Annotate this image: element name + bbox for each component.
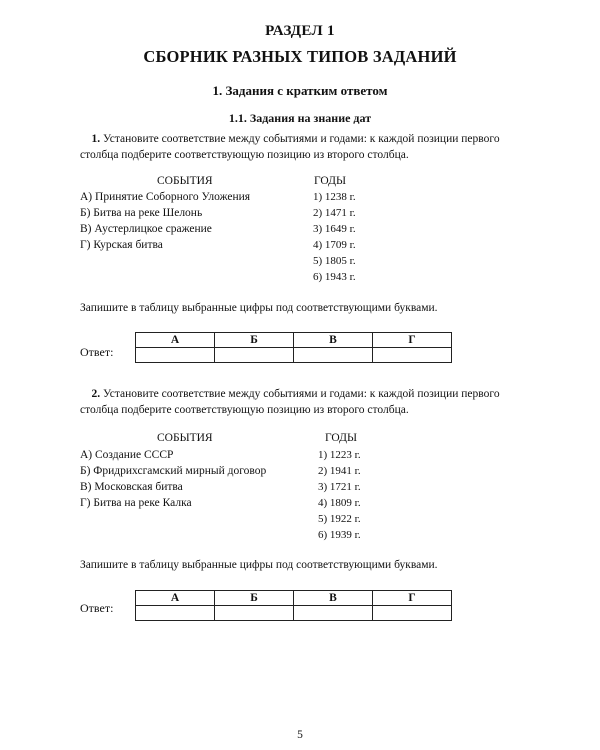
task-1-events-header: СОБЫТИЯ [157,175,213,187]
task-1-year: 5) 1805 г. [313,255,356,267]
collection-title: СБОРНИК РАЗНЫХ ТИПОВ ЗАДАНИЙ [143,47,457,66]
task-1-answer-label: Ответ: [80,345,114,359]
task-1-year: 2) 1471 г. [313,207,356,219]
subsubsection-heading: 1.1. Задания на знание дат [228,111,372,125]
task-2-event: А) Создание СССР [80,449,174,461]
task-2-answer-table [135,590,452,621]
answer-cell[interactable] [373,606,452,621]
answer-cell[interactable] [294,606,373,621]
task-2-event: В) Московская битва [80,481,183,493]
task-2-answer-label: Ответ: [80,601,114,615]
answer-column-header: В [294,591,373,606]
task-1-year: 4) 1709 г. [313,239,356,251]
task-2-number: 2. [91,388,101,400]
answer-column-header: А [136,333,215,348]
answer-cell[interactable] [373,348,452,363]
answer-column-header: Г [373,591,452,606]
answer-cell[interactable] [136,348,215,363]
task-1-year: 1) 1238 г. [313,191,356,203]
task-1-event: Г) Курская битва [80,239,163,251]
task-2-event: Г) Битва на реке Калка [80,497,192,509]
answer-column-header: В [294,333,373,348]
task-1-number: 1. [91,133,101,145]
task-1-prompt-line2: столбца подберите соответствующую позицию из второго столбца. [80,149,409,161]
task-2-year: 1) 1223 г. [318,449,361,461]
task-1-instruction: Запишите в таблицу выбранные цифры под соответствующими буквами. [80,302,438,314]
task-2-year: 5) 1922 г. [318,513,361,525]
task-2-years-header: ГОДЫ [325,432,357,444]
task-2-events-header: СОБЫТИЯ [157,432,213,444]
section-heading: РАЗДЕЛ 1 [265,23,335,39]
task-2-year: 2) 1941 г. [318,465,361,477]
answer-cell[interactable] [215,348,294,363]
task-2-year: 6) 1939 г. [318,529,361,541]
answer-cell[interactable] [136,606,215,621]
answer-column-header: Б [215,333,294,348]
answer-cell[interactable] [294,348,373,363]
task-2-event: Б) Фридрихсгамский мирный договор [80,465,267,477]
task-1-event: А) Принятие Соборного Уложения [80,191,251,203]
task-2-prompt-line2: столбца подберите соответствующую позицию из второго столбца. [80,404,409,416]
answer-column-header: Г [373,333,452,348]
task-2-prompt [80,386,517,418]
task-1-prompt-line1: Установите соответствие между событиями и годами: к каждой позиции первого [103,133,500,145]
task-2-prompt-line1: Установите соответствие между событиями и годами: к каждой позиции первого [103,388,500,400]
task-2-year: 4) 1809 г. [318,497,361,509]
task-1-event: Б) Битва на реке Шелонь [80,207,203,219]
task-1-years-header: ГОДЫ [314,175,346,187]
answer-column-header: Б [215,591,294,606]
page-number: 5 [297,729,303,741]
answer-column-header: А [136,591,215,606]
task-1-event: В) Аустерлицкое сражение [80,223,212,235]
task-1-answer-table [135,332,452,363]
task-1-year: 6) 1943 г. [313,271,356,283]
answer-cell[interactable] [215,606,294,621]
task-2-instruction: Запишите в таблицу выбранные цифры под соответствующими буквами. [80,559,438,571]
task-1-year: 3) 1649 г. [313,223,356,235]
task-1-prompt [80,131,517,163]
subsection-heading: 1. Задания с кратким ответом [212,83,388,98]
task-2-year: 3) 1721 г. [318,481,361,493]
